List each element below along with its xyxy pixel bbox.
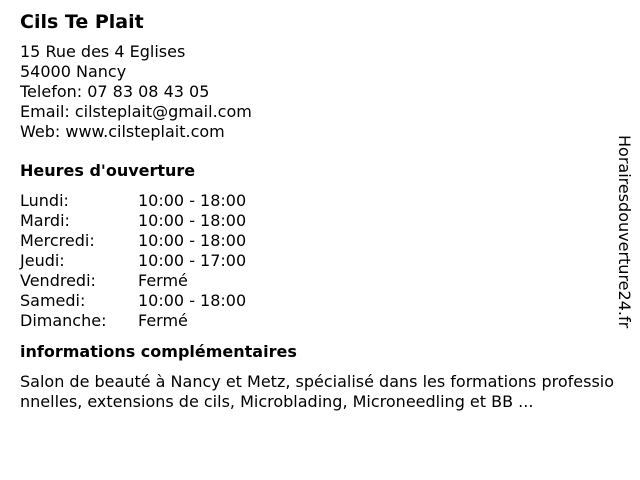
hours-row-monday: [20, 191, 615, 211]
hours-time: 10:00 - 18:00: [138, 191, 247, 210]
hours-row-sunday: [20, 311, 615, 331]
hours-time: 10:00 - 18:00: [138, 291, 247, 310]
hours-time: 10:00 - 18:00: [138, 231, 247, 250]
address-street: 15 Rue des 4 Eglises: [20, 42, 186, 61]
hours-day: Dimanche:: [20, 311, 107, 330]
business-name: Cils Te Plait: [20, 11, 144, 33]
hours-day: Lundi:: [20, 191, 69, 210]
email-address: Email: cilsteplait@gmail.com: [20, 102, 252, 121]
opening-hours-table: [20, 191, 615, 331]
additional-info-heading: informations complémentaires: [20, 342, 297, 361]
phone-number: Telefon: 07 83 08 43 05: [20, 82, 210, 101]
opening-hours-heading: Heures d'ouverture: [20, 161, 196, 180]
hours-row-thursday: [20, 251, 615, 271]
hours-row-saturday: [20, 291, 615, 311]
hours-time: 10:00 - 18:00: [138, 211, 247, 230]
hours-row-wednesday: [20, 231, 615, 251]
hours-day: Mardi:: [20, 211, 70, 230]
hours-day: Jeudi:: [20, 251, 65, 270]
hours-day: Vendredi:: [20, 271, 96, 290]
hours-time: Fermé: [138, 311, 188, 330]
hours-time: 10:00 - 17:00: [138, 251, 247, 270]
business-card: [20, 10, 615, 412]
hours-row-tuesday: [20, 211, 615, 231]
hours-day: Mercredi:: [20, 231, 95, 250]
hours-row-friday: [20, 271, 615, 291]
site-watermark: Horairesdouverture24.fr: [615, 135, 634, 329]
hours-day: Samedi:: [20, 291, 86, 310]
business-description: Salon de beauté à Nancy et Metz, spécialisé dans les formations professionnelles, extensions de cils, Microblading, Microneedling et BB ...: [20, 372, 615, 411]
website-address: Web: www.cilsteplait.com: [20, 122, 225, 141]
hours-time: Fermé: [138, 271, 188, 290]
address-city: 54000 Nancy: [20, 62, 127, 81]
